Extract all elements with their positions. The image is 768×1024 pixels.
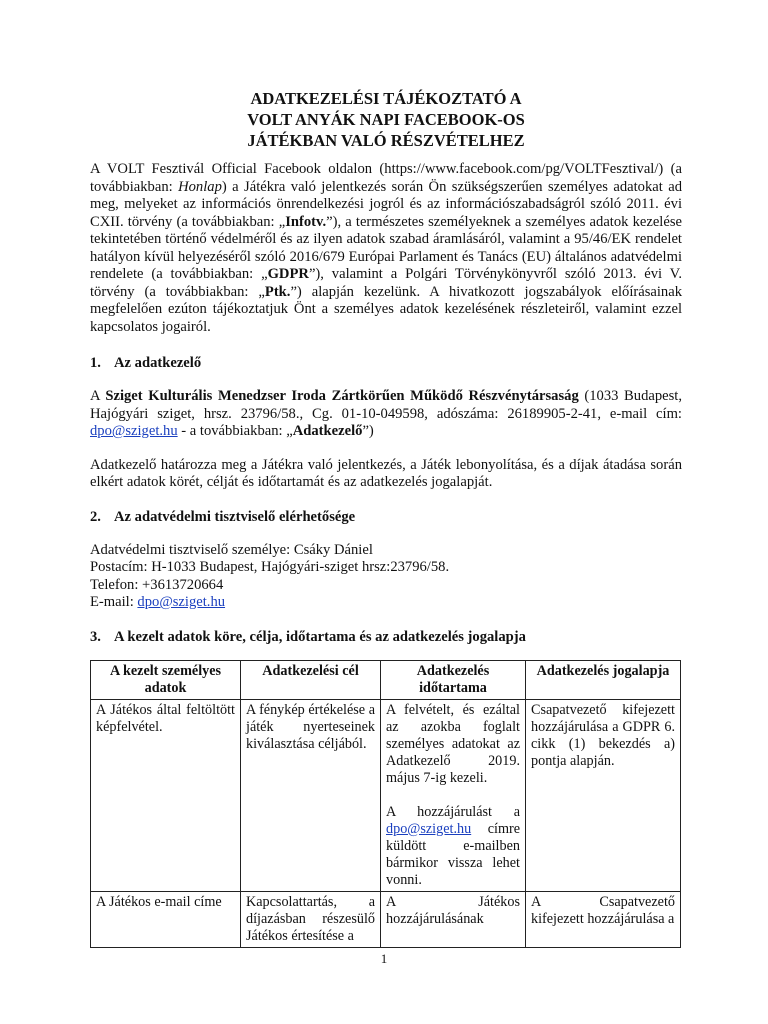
page-number: 1 xyxy=(380,951,388,966)
honlap-term: Honlap xyxy=(178,178,222,195)
title-line-1: ADATKEZELÉSI TÁJÉKOZTATÓ A xyxy=(250,89,522,108)
controller-paragraph: A Sziget Kulturális Menedzser Iroda Zártkörűen Működő Részvénytársaság (1033 Budapest, Hajógyári sziget, hrsz. 23796/58., Cg. 01-10-049598, adószáma: 26189905-2-41, e-mail cím: dpo@sziget.hu - a továbbiakban: „Adatkezelő”) xyxy=(90,388,682,439)
cell-duration: A felvételt, és ezáltal az azokba foglalt személyes adatokat az Adatkezelő 2019. május 7-ig kezeli. A hozzájárulást a dpo@sziget.hu címre küldött e-mailben bármikor vissza lehet vonni. xyxy=(381,699,526,891)
controller-scope-paragraph: Adatkezelő határozza meg a Játékra való jelentkezés, a Játék lebonyolítása, és a díjak átadása során elkért adatok körét, célját és időtartamát és az adatkezelés jogalapját. xyxy=(90,456,682,490)
company-name: Sziget Kulturális Menedzser Iroda Zártkörűen Működő Részvénytársaság xyxy=(105,388,579,404)
ptk-term: Ptk. xyxy=(264,283,291,300)
officer-name: Adatvédelmi tisztviselő személye: Csáky Dániel xyxy=(90,541,373,558)
infotv-term: Infotv. xyxy=(285,213,327,230)
title-line-2: VOLT ANYÁK NAPI FACEBOOK-OS xyxy=(247,110,525,129)
title-line-3: JÁTÉKBAN VALÓ RÉSZVÉTELHEZ xyxy=(247,131,525,150)
table-row xyxy=(91,891,681,947)
section-1-heading: 1. Az adatkezelő xyxy=(90,355,202,371)
section-3-heading: 3. A kezelt adatok köre, célja, időtartama és az adatkezelés jogalapja xyxy=(90,628,526,645)
officer-email: E-mail: dpo@sziget.hu xyxy=(90,594,226,610)
header-personal-data: A kezelt személyes adatok xyxy=(91,660,241,699)
officer-email-link[interactable]: dpo@sziget.hu xyxy=(137,594,226,610)
table-header-row xyxy=(91,660,681,699)
data-processing-table xyxy=(90,660,681,948)
controller-email-link[interactable]: dpo@sziget.hu xyxy=(90,423,178,439)
cell-personal-data: A Játékos által feltöltött képfelvétel. xyxy=(91,699,241,891)
header-duration: Adatkezelés időtartama xyxy=(381,660,526,699)
cell-purpose: A fénykép értékelése a játék nyerteseinek kiválasztása céljából. xyxy=(241,699,381,891)
cell-personal-data: A Játékos e-mail címe xyxy=(91,891,241,947)
cell-duration: A Játékos hozzájárulásának xyxy=(381,891,526,947)
cell-legal-basis: A Csapatvezető kifejezett hozzájárulása a xyxy=(526,891,681,947)
document-title xyxy=(90,88,682,151)
controller-short-name: Adatkezelő xyxy=(292,423,363,439)
gdpr-term: GDPR xyxy=(267,266,309,282)
intro-paragraph: A VOLT Fesztivál Official Facebook oldalon (https://www.facebook.com/pg/VOLTFesztival/) (a továbbiakban: Honlap) a Játékra való jelentkezés során Ön szükségszerűen személyes adatokat ad meg, melyeket az információs önrendelkezési jogról és az információszabadságról szóló 2011. évi CXII. törvény (a továbbiakban: „Infotv.”), a természetes személyeknek a személyes adatok kezelése tekintetében történő védelméről és az ilyen adatok szabad áramlásáról, valamint a 95/46/EK rendelet hatályon kívül helyezéséről szóló 2016/679 Európai Parlament és Tanács (EU) általános adatvédelmi rendelete (a továbbiakban: „GDPR”), valamint a Polgári Törvénykönyvről szóló 2013. évi V. törvény (a továbbiakban: „Ptk.”) alapján kezelünk. A hivatkozott jogszabályok előírásainak megfelelően ezúton tájékoztatjuk Önt a személyes adatok kezelésének részleteiről, valamint ezzel kapcsolatos jogairól. xyxy=(90,161,683,335)
cell-legal-basis: Csapatvezető kifejezett hozzájárulása a GDPR 6. cikk (1) bekezdés a) pontja alapján. xyxy=(526,699,681,891)
section-2-heading: 2. Az adatvédelmi tisztviselő elérhetősége xyxy=(90,508,356,525)
officer-postal-address: Postacím: H-1033 Budapest, Hajógyári-sziget hrsz:23796/58. xyxy=(90,559,450,575)
cell-purpose: Kapcsolattartás, a díjazásban részesülő Játékos értesítése a xyxy=(241,891,381,947)
withdrawal-email-link[interactable]: dpo@sziget.hu xyxy=(386,820,472,837)
table-row xyxy=(91,699,681,891)
officer-phone: Telefon: +3613720664 xyxy=(90,576,224,593)
header-legal-basis: Adatkezelés jogalapja xyxy=(526,660,681,699)
document-page xyxy=(90,88,682,948)
header-purpose: Adatkezelési cél xyxy=(241,660,381,699)
